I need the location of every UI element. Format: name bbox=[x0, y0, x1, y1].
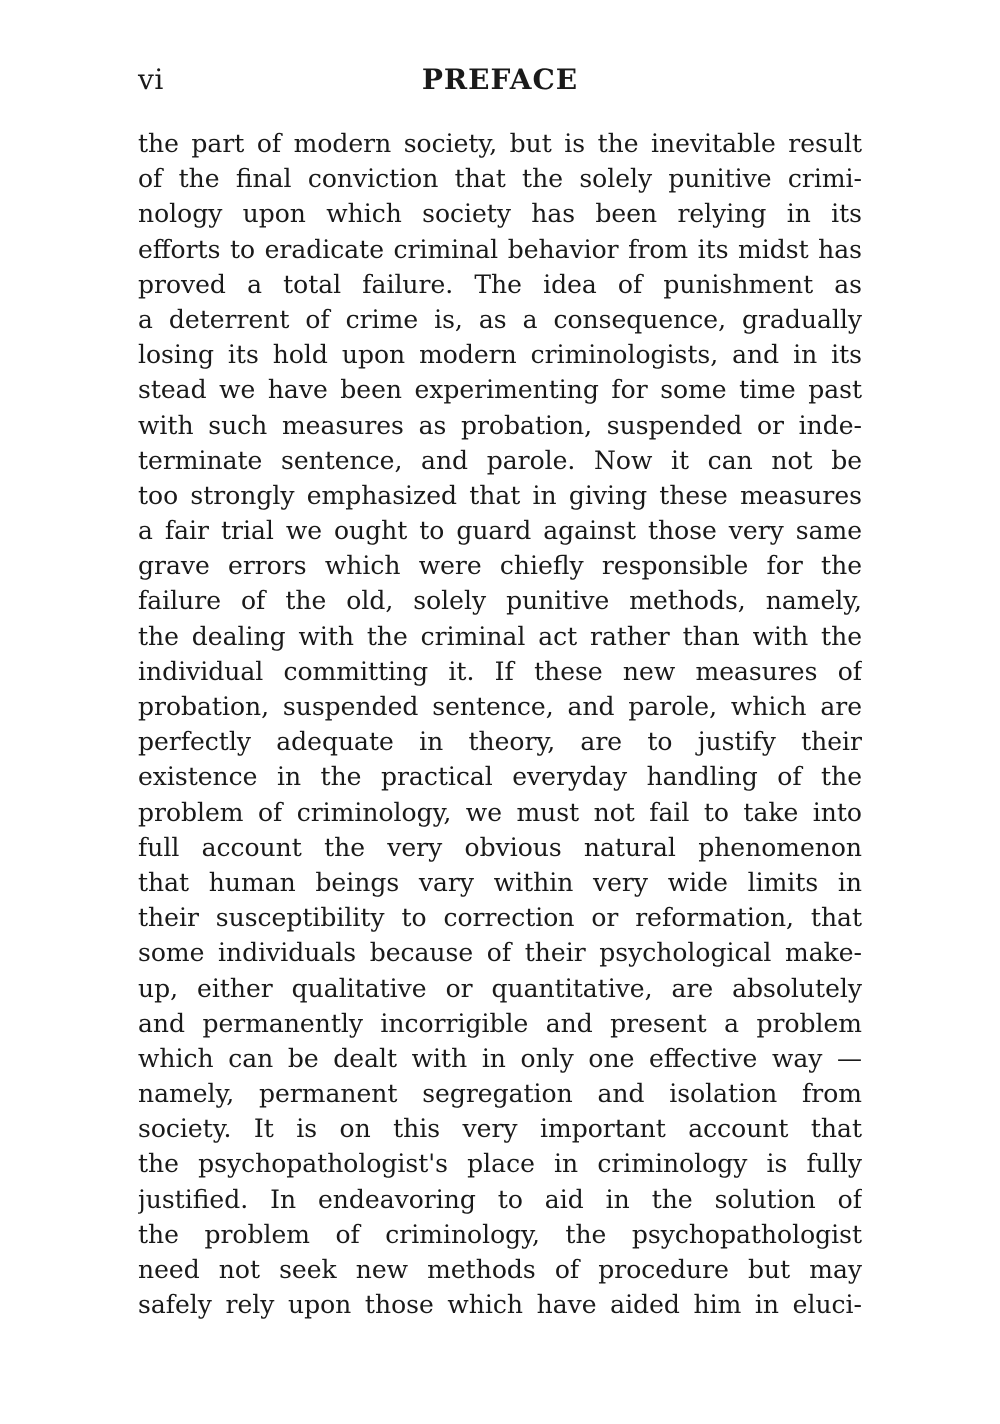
page-number: vi bbox=[138, 63, 164, 96]
text-line: proved a total failure. The idea of punishment as bbox=[138, 269, 862, 299]
running-title: PREFACE bbox=[421, 63, 579, 96]
running-head bbox=[138, 58, 862, 102]
text-line: the dealing with the criminal act rather than with the bbox=[138, 621, 862, 651]
text-line: efforts to eradicate criminal behavior from its midst has bbox=[138, 234, 862, 264]
text-line: the part of modern society, but is the inevitable result bbox=[138, 129, 862, 158]
text-line: failure of the old, solely punitive methods, namely, bbox=[138, 586, 862, 616]
text-line: up, either qualitative or quantitative, are absolutely bbox=[138, 973, 862, 1003]
text-line: the problem of criminology, the psychopathologist bbox=[138, 1219, 862, 1249]
text-line: existence in the practical everyday handling of the bbox=[138, 762, 862, 792]
text-line: safely rely upon those which have aided him in eluci- bbox=[138, 1290, 862, 1320]
text-line: terminate sentence, and parole. Now it can not be bbox=[138, 445, 862, 475]
text-line: some individuals because of their psychological make- bbox=[138, 938, 862, 968]
text-line: probation, suspended sentence, and parole, which are bbox=[138, 692, 862, 721]
text-line: with such measures as probation, suspended or inde- bbox=[138, 410, 862, 440]
text-line: too strongly emphasized that in giving these measures bbox=[138, 480, 862, 510]
text-line: nology upon which society has been relying in its bbox=[138, 199, 862, 229]
text-line: their susceptibility to correction or reformation, that bbox=[138, 903, 862, 933]
text-line: need not seek new methods of procedure but may bbox=[138, 1255, 862, 1284]
text-line: society. It is on this very important account that bbox=[138, 1114, 862, 1144]
text-line: which can be dealt with in only one effective way — bbox=[138, 1043, 862, 1073]
text-line: perfectly adequate in theory, are to justify their bbox=[138, 727, 862, 757]
text-line: namely, permanent segregation and isolation from bbox=[138, 1079, 862, 1109]
text-line: justified. In endeavoring to aid in the solution of bbox=[138, 1184, 862, 1214]
text-line: of the final conviction that the solely punitive crimi- bbox=[138, 164, 862, 194]
text-line: that human beings vary within very wide limits in bbox=[138, 867, 862, 897]
text-line: the psychopathologist's place in criminology is fully bbox=[138, 1149, 862, 1179]
text-line: a deterrent of crime is, as a consequence, gradually bbox=[138, 304, 862, 334]
text-line: problem of criminology, we must not fail to take into bbox=[138, 797, 862, 827]
text-line: and permanently incorrigible and present a problem bbox=[138, 1008, 862, 1038]
text-line: full account the very obvious natural phenomenon bbox=[138, 832, 862, 862]
text-line: stead we have been experimenting for some time past bbox=[138, 375, 862, 405]
body-text bbox=[138, 126, 862, 1322]
text-line: grave errors which were chiefly responsible for the bbox=[138, 551, 862, 581]
text-line: individual committing it. If these new measures of bbox=[138, 656, 862, 686]
text-line: a fair trial we ought to guard against those very same bbox=[138, 516, 862, 546]
text-line: losing its hold upon modern criminologists, and in its bbox=[138, 340, 862, 370]
